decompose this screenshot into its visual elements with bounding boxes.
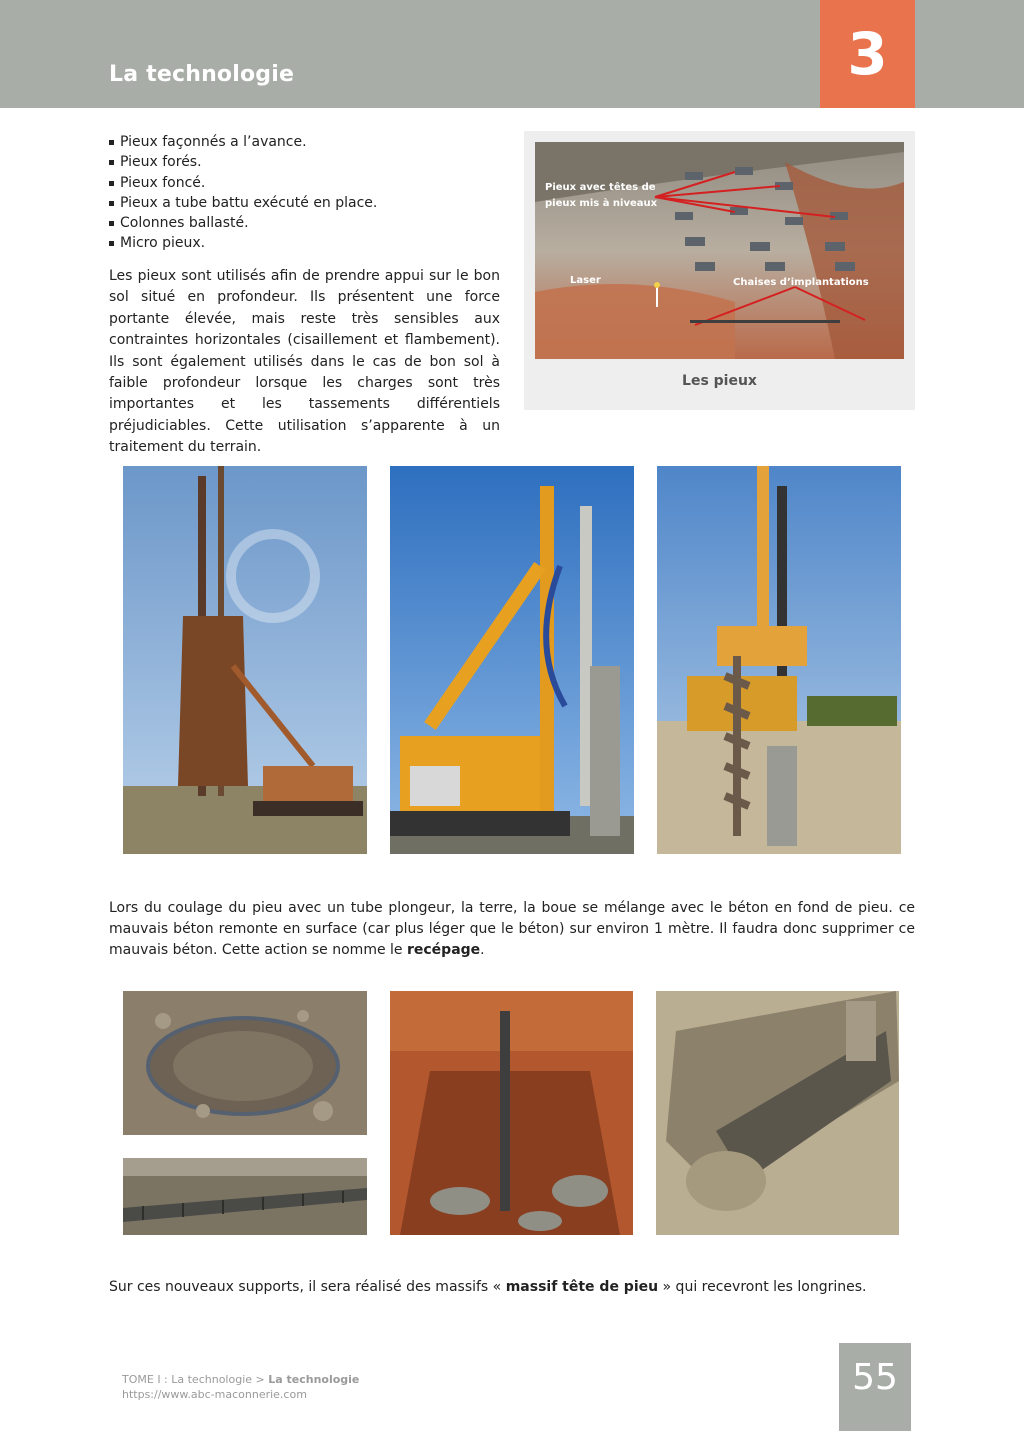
list-item: Pieux forés. [109, 152, 501, 172]
recepage-text: Lors du coulage du pieu avec un tube plongeur, la terre, la boue se mélange avec le béton en fond de pieu. ce mauvais béton remonte en surface (car plus léger que le béton) sur environ 1 mètre. Il faudra donc supprimer ce mauvais béton. Cette action se nomme le [109, 900, 915, 958]
recepage-term: recépage [406, 942, 481, 958]
footer-url[interactable]: https://www.abc-maconnerie.com [122, 1388, 307, 1401]
massif-term: massif tête de pieu [505, 1279, 659, 1295]
massif-paragraph [109, 1277, 915, 1298]
intro-paragraph: Les pieux sont utilisés afin de prendre appui sur le bon sol situé en profondeur. Ils présentent une force portante élevée, mais reste très sensibles aux contraintes horizontales (cisaillement et flambement). Ils sont également utilisés dans le cas de bon sol à faible profondeur lorsque les charges sont très importantes et les tassements différentiels préjudiciables. Cette utilisation s’apparente à un traitement du terrain. [109, 268, 500, 456]
list-item: Pieux foncé. [109, 173, 501, 193]
chapter-number: 3 [820, 0, 915, 108]
header-title: La technologie [109, 62, 295, 87]
breadcrumb-prefix: TOME I : La technologie > [122, 1373, 269, 1386]
footer-breadcrumb [122, 1373, 359, 1386]
pile-heads-label-line1: Pieux avec têtes de [545, 182, 656, 193]
pile-types-list [109, 132, 501, 254]
chairs-label: Chaises d’implantations [733, 277, 869, 288]
pile-rebar-cage-photo [123, 991, 367, 1135]
massif-text-end: » qui recevront les longrines. [658, 1279, 867, 1295]
pile-site-photo [535, 142, 904, 359]
drilling-rig-photo-3 [657, 466, 901, 854]
list-item: Colonnes ballasté. [109, 213, 501, 233]
list-item: Pieux façonnés a l’avance. [109, 132, 501, 152]
drilling-rig-photo-1 [123, 466, 367, 854]
pile-figure [524, 131, 915, 410]
foundation-trench-photo [123, 1158, 367, 1235]
recepage-paragraph [109, 898, 915, 961]
massif-text: Sur ces nouveaux supports, il sera réalisé des massifs « [109, 1279, 506, 1295]
recepage-text-end: . [480, 942, 485, 958]
list-item: Pieux a tube battu exécuté en place. [109, 193, 501, 213]
laser-label: Laser [570, 275, 601, 286]
pile-heads-label-line2: pieux mis à niveaux [545, 198, 658, 209]
pile-cap-excavation-photo [656, 991, 899, 1235]
figure-caption: Les pieux [682, 373, 757, 389]
list-item: Micro pieux. [109, 233, 501, 253]
breadcrumb-current: La technologie [268, 1373, 360, 1386]
drilling-rig-photo-2 [390, 466, 634, 854]
page-number: 55 [839, 1343, 911, 1431]
pile-cut-off-photo [390, 991, 633, 1235]
